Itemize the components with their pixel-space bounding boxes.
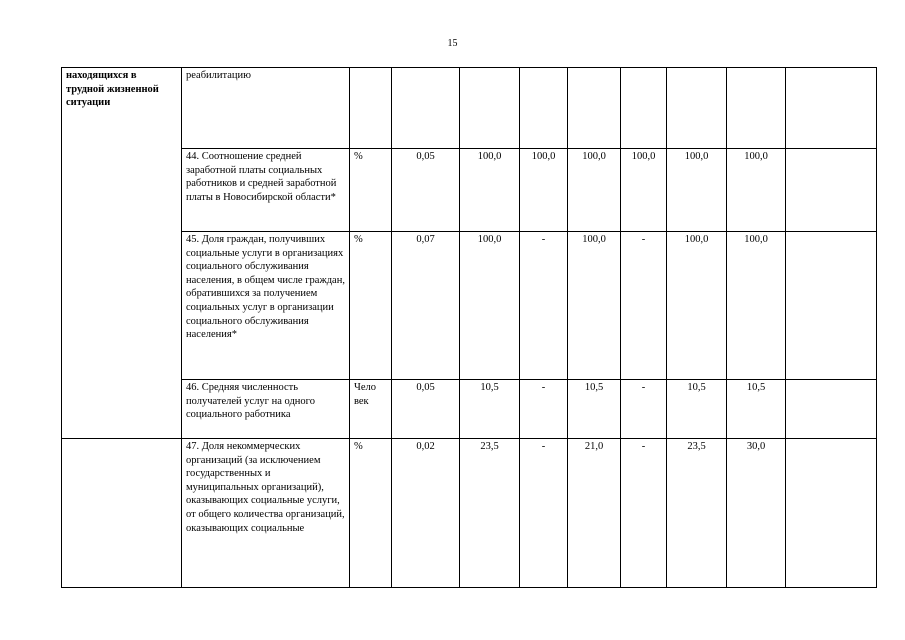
value-cell: 100,0 (520, 149, 568, 232)
table-row (62, 68, 877, 149)
value-cell: - (621, 232, 667, 380)
weight-cell: 0,05 (392, 380, 460, 439)
indicator-cell: реабилитацию (182, 68, 350, 149)
value-cell (727, 68, 786, 149)
table-row (62, 439, 877, 588)
value-cell: 23,5 (460, 439, 520, 588)
value-cell: 100,0 (727, 232, 786, 380)
table-row (62, 232, 877, 380)
value-cell: 10,5 (568, 380, 621, 439)
value-cell (520, 68, 568, 149)
weight-cell: 0,05 (392, 149, 460, 232)
value-cell: 100,0 (460, 149, 520, 232)
value-cell: - (520, 439, 568, 588)
value-cell (667, 68, 727, 149)
value-cell: - (520, 380, 568, 439)
value-cell: 100,0 (568, 149, 621, 232)
value-cell: 100,0 (460, 232, 520, 380)
value-cell (568, 68, 621, 149)
note-cell (786, 380, 877, 439)
weight-cell: 0,07 (392, 232, 460, 380)
indicator-cell: 44. Соотношение средней заработной платы социальных работников и средней заработной платы в Новосибирской области* (182, 149, 350, 232)
value-cell: 100,0 (667, 149, 727, 232)
indicator-cell: 45. Доля граждан, получивших социальные услуги в организациях социального обслуживания населения, в общем числе граждан, обратившихся за получением социальных услуг в организации социального обслуживания населения* (182, 232, 350, 380)
goal-cell: находящихся в трудной жизненной ситуации (62, 68, 182, 439)
value-cell: 100,0 (667, 232, 727, 380)
note-cell (786, 232, 877, 380)
value-cell (621, 68, 667, 149)
note-cell (786, 68, 877, 149)
value-cell: - (520, 232, 568, 380)
value-cell: 100,0 (568, 232, 621, 380)
unit-cell: Чело век (350, 380, 392, 439)
unit-cell: % (350, 439, 392, 588)
note-cell (786, 439, 877, 588)
value-cell: 21,0 (568, 439, 621, 588)
table-row (62, 149, 877, 232)
value-cell: - (621, 439, 667, 588)
indicator-cell: 47. Доля некоммерческих организаций (за исключением государственных и муниципальных организаций), оказывающих социальные услуги, от общего количества организаций, оказывающих социальные (182, 439, 350, 588)
note-cell (786, 149, 877, 232)
unit-cell: % (350, 232, 392, 380)
weight-cell (392, 68, 460, 149)
unit-cell: % (350, 149, 392, 232)
table-row (62, 380, 877, 439)
indicator-cell: 46. Средняя численность получателей услуг на одного социального работника (182, 380, 350, 439)
page-number: 15 (447, 38, 458, 49)
value-cell: 100,0 (727, 149, 786, 232)
value-cell: 10,5 (667, 380, 727, 439)
weight-cell: 0,02 (392, 439, 460, 588)
value-cell: 23,5 (667, 439, 727, 588)
value-cell: 100,0 (621, 149, 667, 232)
goal-cell (62, 439, 182, 588)
value-cell: 30,0 (727, 439, 786, 588)
value-cell (460, 68, 520, 149)
indicators-table (61, 67, 877, 588)
value-cell: 10,5 (727, 380, 786, 439)
value-cell: - (621, 380, 667, 439)
value-cell: 10,5 (460, 380, 520, 439)
unit-cell (350, 68, 392, 149)
